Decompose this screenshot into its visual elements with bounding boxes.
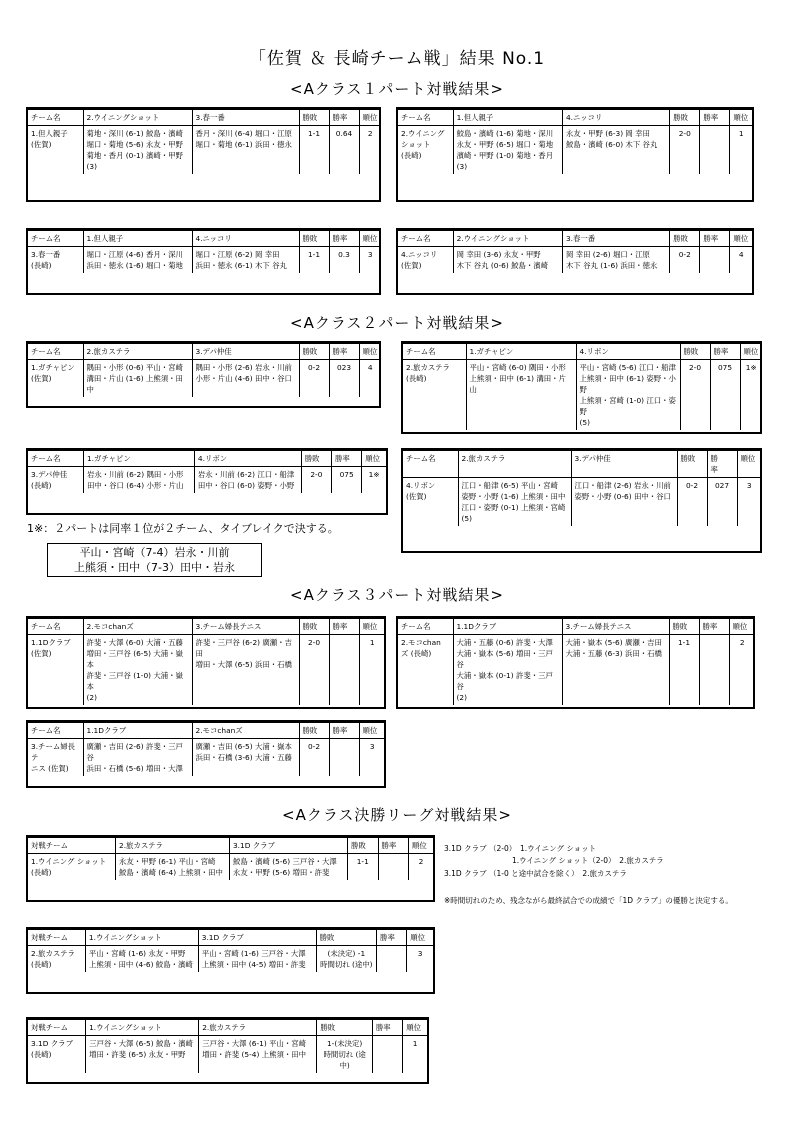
rank-cell: 1: [403, 1036, 427, 1074]
win-rate-cell: [700, 126, 730, 175]
header-row: [403, 344, 762, 360]
results-table-part3-team1: [26, 616, 386, 709]
win-loss-header: 勝敗: [299, 231, 329, 247]
win-loss-header: 勝敗: [299, 110, 329, 126]
section-title-part3: <Aクラス３パート対戦結果>: [290, 586, 504, 604]
table-row: [28, 247, 381, 274]
match-result-cell: 香月・深川 (6-4) 堀口・江原 堀口・菊地 (6-1) 浜田・徳永: [192, 126, 299, 175]
opponent-2-header: 3.1D クラブ: [198, 930, 316, 946]
team-name-cell: 1.ガチャピン (佐賀): [28, 360, 83, 398]
section-title-final: <Aクラス決勝リーグ対戦結果>: [282, 806, 512, 824]
team-name-header: 対戦チーム: [28, 838, 116, 854]
rank-cell: 3: [737, 478, 761, 527]
header-row: [28, 231, 381, 247]
win-loss-cell: 1-(未決定) 時間切れ (途中): [317, 1036, 373, 1074]
win-rate-cell: 027: [707, 478, 737, 527]
header-row: [403, 451, 761, 478]
win-loss-cell: 1-1: [348, 854, 379, 881]
team-name-header: チーム名: [28, 451, 83, 467]
opponent-1-header: 1.ウイニングショット: [86, 1020, 199, 1036]
win-rate-cell: [329, 635, 359, 706]
match-result-cell: 永友・甲野 (6-1) 平山・宮崎 鮫島・濱崎 (6-4) 上熊須・田中: [116, 854, 230, 881]
win-rate-cell: 075: [710, 360, 740, 431]
header-row: [28, 619, 385, 635]
team-name-cell: 3.春一番 (長崎): [28, 247, 83, 274]
team-name-header: チーム名: [28, 231, 83, 247]
win-rate-header: 勝率: [710, 344, 740, 360]
team-name-header: チーム名: [28, 619, 83, 635]
rank-cell: 1※: [362, 467, 386, 494]
win-rate-cell: [699, 635, 729, 706]
results-table-final-team2: [26, 927, 435, 994]
header-row: [28, 451, 386, 467]
team-name-header: チーム名: [398, 231, 453, 247]
opponent-2-header: 4.ニッコリ: [562, 110, 669, 126]
match-result-cell: 菊地・深川 (6-1) 鮫島・濱崎 堀口・菊地 (5-6) 永友・甲野 菊地・香月 (0-1) 濱崎・甲野 (3): [83, 126, 192, 175]
win-rate-header: 勝率: [329, 231, 359, 247]
match-result-cell: 岩永・川前 (6-2) 隅田・小形 田中・谷口 (6-4) 小形・片山: [83, 467, 194, 494]
win-loss-cell: 2-0: [680, 360, 710, 431]
team-name-cell: 2.ウイニング ショット (長崎): [398, 126, 453, 175]
results-table: [28, 1019, 427, 1073]
win-loss-header: 勝敗: [670, 231, 700, 247]
opponent-1-header: 1.ガチャピン: [466, 344, 576, 360]
results-table-part2-team3: [26, 448, 388, 515]
rank-header: 順位: [359, 723, 385, 739]
final-side-line: 3.1D クラブ （2-0） 1.ウイニング ショット: [444, 844, 597, 853]
team-name-header: チーム名: [403, 451, 458, 478]
results-table-part2-team1: [26, 341, 381, 408]
header-row: [28, 344, 381, 360]
team-name-header: チーム名: [28, 110, 83, 126]
document-title: 「佐賀 ＆ 長崎チーム戦」結果 No.1: [248, 49, 546, 69]
win-rate-header: 勝 率: [707, 451, 737, 478]
opponent-1-header: 1.ウイニングショット: [85, 930, 198, 946]
rank-cell: 3: [359, 739, 385, 777]
win-loss-cell: 1-1: [299, 247, 329, 274]
team-name-cell: 1.1Dクラブ (佐賀): [28, 635, 83, 706]
win-loss-header: 勝敗: [301, 451, 331, 467]
opponent-1-header: 2.旅カステラ: [83, 344, 192, 360]
win-rate-cell: [378, 854, 409, 881]
win-loss-header: 勝敗: [677, 451, 707, 478]
win-loss-cell: (未決定) -1 時間切れ (途中): [316, 946, 376, 973]
opponent-2-header: 4.ニッコリ: [192, 231, 299, 247]
rank-header: 順位: [359, 619, 385, 635]
results-table: [403, 450, 761, 526]
results-table-part1-team1: [26, 107, 381, 202]
results-table: [28, 929, 433, 972]
win-rate-cell: 023: [329, 360, 359, 398]
team-name-cell: 2.旅カステラ (長崎): [28, 946, 85, 973]
results-table-part3-team3: [26, 720, 386, 788]
match-result-cell: 平山・宮崎 (6-0) 隅田・小形 上熊須・田中 (6-1) 溝田・片山: [466, 360, 576, 431]
table-row: [403, 360, 762, 431]
match-result-cell: 許斐・大澤 (6-0) 大浦・五藤 増田・三戸谷 (6-5) 大浦・嶽本 許斐・三戸谷 (1-0) 大浦・嶽本 (2): [83, 635, 192, 706]
match-result-cell: 許斐・三戸谷 (6-2) 廣瀬・吉田 増田・大澤 (6-5) 浜田・石橋: [192, 635, 299, 706]
rank-header: 順位: [729, 619, 755, 635]
rank-cell: 1※: [740, 360, 762, 431]
match-result-cell: 三戸谷・大澤 (6-1) 平山・宮崎 増田・許斐 (5-4) 上熊須・田中: [199, 1036, 317, 1074]
table-row: [28, 1036, 427, 1074]
results-table: [28, 837, 433, 880]
match-result-cell: 江口・船津 (6-5) 平山・宮崎 姿野・小野 (1-6) 上熊須・田中 江口・姿野 (0-1) 上熊須・宮崎 (5): [458, 478, 571, 527]
table-row: [28, 126, 381, 175]
rank-header: 順位: [403, 1020, 427, 1036]
win-loss-cell: 0-2: [299, 360, 329, 398]
match-result-cell: 鮫島・濱崎 (5-6) 三戸谷・大澤 永友・甲野 (5-6) 増田・許斐: [229, 854, 347, 881]
win-loss-header: 勝敗: [299, 344, 329, 360]
rank-cell: 4: [730, 247, 752, 274]
win-rate-cell: [700, 247, 730, 274]
win-rate-header: 勝率: [700, 231, 730, 247]
header-row: [398, 619, 755, 635]
team-name-cell: 4.ニッコリ (佐賀): [398, 247, 453, 274]
win-rate-header: 勝率: [329, 344, 359, 360]
results-table: [398, 618, 755, 705]
rank-cell: 1: [730, 126, 752, 175]
table-row: [398, 635, 755, 706]
win-rate-cell: [372, 1036, 402, 1074]
opponent-1-header: 2.モコchanズ: [83, 619, 192, 635]
match-result-cell: 鮫島・濱崎 (1-6) 菊地・深川 永友・甲野 (6-5) 堀口・菊地 濱崎・甲野 (1-0) 菊地・香月 (3): [453, 126, 562, 175]
rank-cell: 2: [729, 635, 755, 706]
win-rate-header: 勝率: [377, 930, 407, 946]
results-table-final-team3: [26, 1017, 429, 1084]
team-name-header: チーム名: [398, 619, 453, 635]
opponent-1-header: 1.ガチャピン: [83, 451, 194, 467]
table-row: [403, 478, 761, 527]
win-rate-header: 勝率: [329, 723, 359, 739]
team-name-cell: 4.リボン (佐賀): [403, 478, 458, 527]
table-row: [28, 739, 385, 777]
win-rate-cell: [377, 946, 407, 973]
win-rate-header: 勝率: [329, 110, 359, 126]
match-result-cell: 岡 幸田 (3-6) 永友・甲野 木下 谷丸 (0-6) 鮫島・濱崎: [453, 247, 562, 274]
results-table: [28, 109, 381, 174]
team-name-cell: 1.ウイニング ショット (長崎): [28, 854, 116, 881]
team-name-header: チーム名: [28, 344, 83, 360]
table-row: [28, 946, 433, 973]
rank-cell: 2: [409, 854, 433, 881]
match-result-cell: 隅田・小形 (0-6) 平山・宮崎 溝田・片山 (1-6) 上熊須・田中: [83, 360, 192, 398]
header-row: [28, 1020, 427, 1036]
match-result-cell: 平山・宮崎 (1-6) 三戸谷・大澤 上熊須・田中 (4-5) 増田・許斐: [198, 946, 316, 973]
results-table: [28, 450, 386, 493]
opponent-1-header: 1.1Dクラブ: [83, 723, 192, 739]
win-rate-cell: 0.64: [329, 126, 359, 175]
win-rate-cell: [329, 739, 359, 777]
opponent-1-header: 2.旅カステラ: [116, 838, 230, 854]
match-result-cell: 平山・宮崎 (1-6) 永友・甲野 上熊須・田中 (4-6) 鮫島・濱崎: [85, 946, 198, 973]
tiebreak-line: 上熊須・田中（7-3）田中・岩永: [74, 561, 235, 574]
results-table: [28, 343, 381, 397]
win-loss-cell: 0-2: [670, 247, 700, 274]
section-title-part2: <Aクラス２パート対戦結果>: [290, 314, 504, 332]
results-table: [28, 618, 385, 705]
rank-header: 順位: [359, 344, 381, 360]
table-row: [398, 247, 752, 274]
opponent-1-header: 2.ウイニングショット: [453, 231, 562, 247]
team-name-cell: 1.但人親子 (佐賀): [28, 126, 83, 175]
header-row: [28, 110, 381, 126]
win-rate-header: 勝率: [332, 451, 362, 467]
opponent-2-header: 4.リボン: [576, 344, 680, 360]
opponent-2-header: 3.春一番: [192, 110, 299, 126]
match-result-cell: 堀口・江原 (4-6) 香月・深川 浜田・徳永 (1-6) 堀口・菊地: [83, 247, 192, 274]
win-loss-header: 勝敗: [669, 619, 699, 635]
rank-header: 順位: [409, 838, 433, 854]
match-result-cell: 隅田・小形 (2-6) 岩永・川前 小形・片山 (4-6) 田中・谷口: [192, 360, 299, 398]
header-row: [28, 723, 385, 739]
rank-header: 順位: [359, 110, 381, 126]
opponent-2-header: 3.デパ仲佳: [192, 344, 299, 360]
match-result-cell: 大浦・五藤 (0-6) 許斐・大澤 大浦・嶽本 (5-6) 増田・三戸谷 大浦・嶽本 (0-1) 許斐・三戸谷 (2): [453, 635, 562, 706]
final-side-line: 1.ウイニング ショット（2-0） 2.旅カステラ: [512, 856, 664, 865]
team-name-cell: 2.旅カステラ (長崎): [403, 360, 466, 431]
win-loss-cell: 2-0: [301, 467, 331, 494]
opponent-1-header: 1.但人親子: [453, 110, 562, 126]
rank-header: 順位: [407, 930, 433, 946]
results-table: [403, 343, 762, 430]
match-result-cell: 三戸谷・大澤 (6-5) 鮫島・濱崎 増田・許斐 (6-5) 永友・甲野: [86, 1036, 199, 1074]
win-loss-header: 勝敗: [670, 110, 700, 126]
win-loss-cell: 1-1: [299, 126, 329, 175]
team-name-header: チーム名: [28, 723, 83, 739]
final-decision-note: ※時間切れのため、残念ながら最終試合での成績で「1D クラブ」の優勝と決定する。: [444, 896, 733, 905]
results-table-final-team1: [26, 835, 435, 902]
win-loss-cell: 1-1: [669, 635, 699, 706]
team-name-header: 対戦チーム: [28, 930, 85, 946]
opponent-1-header: 1.1Dクラブ: [453, 619, 562, 635]
team-name-header: 対戦チーム: [28, 1020, 86, 1036]
win-loss-header: 勝敗: [299, 619, 329, 635]
rank-header: 順位: [737, 451, 761, 478]
win-rate-cell: 075: [332, 467, 362, 494]
win-rate-header: 勝率: [378, 838, 409, 854]
win-loss-header: 勝敗: [299, 723, 329, 739]
rank-header: 順位: [362, 451, 386, 467]
win-loss-header: 勝敗: [316, 930, 376, 946]
opponent-2-header: 2.モコchanズ: [192, 723, 299, 739]
final-side-line: 3.1D クラブ （1-0 と途中試合を除く） 2.旅カステラ: [444, 869, 627, 878]
match-result-cell: 廣瀬・吉田 (6-5) 大浦・嶽本 浜田・石橋 (3-6) 大浦・五藤: [192, 739, 299, 777]
results-table: [398, 230, 752, 273]
win-loss-header: 勝敗: [680, 344, 710, 360]
win-rate-cell: 0.3: [329, 247, 359, 274]
win-rate-header: 勝率: [329, 619, 359, 635]
tiebreak-note: 1※：２パートは同率１位が２チーム、タイブレイクで決する。: [27, 522, 339, 535]
win-loss-cell: 2-0: [299, 635, 329, 706]
rank-header: 順位: [730, 110, 752, 126]
team-name-header: チーム名: [398, 110, 453, 126]
header-row: [28, 930, 433, 946]
results-table: [28, 230, 381, 273]
match-result-cell: 廣瀬・吉田 (2-6) 許斐・三戸谷 浜田・石橋 (5-6) 増田・大澤: [83, 739, 192, 777]
tiebreak-line: 平山・宮崎（7-4）岩永・川前: [79, 546, 230, 559]
results-table: [28, 722, 385, 776]
rank-header: 順位: [730, 231, 752, 247]
tiebreak-box: [47, 543, 262, 577]
rank-cell: 4: [359, 360, 381, 398]
results-table-part1-team2: [396, 107, 754, 202]
opponent-2-header: 3.チーム婦長テニス: [562, 619, 669, 635]
header-row: [28, 838, 433, 854]
rank-cell: 2: [359, 126, 381, 175]
win-loss-cell: 0-2: [299, 739, 329, 777]
header-row: [398, 110, 752, 126]
match-result-cell: 岡 幸田 (2-6) 堀口・江原 木下 谷丸 (1-6) 浜田・徳永: [562, 247, 669, 274]
win-loss-cell: 0-2: [677, 478, 707, 527]
team-name-cell: 3.1D クラブ (長崎): [28, 1036, 86, 1074]
win-rate-header: 勝率: [700, 110, 730, 126]
win-loss-header: 勝敗: [348, 838, 379, 854]
table-row: [398, 126, 752, 175]
rank-cell: 3: [407, 946, 433, 973]
opponent-2-header: 3.チーム婦長テニス: [192, 619, 299, 635]
results-table-part2-team4: [401, 448, 762, 553]
opponent-2-header: 3.春一番: [562, 231, 669, 247]
match-result-cell: 大浦・嶽本 (5-6) 廣瀬・吉田 大浦・五藤 (6-3) 浜田・石橋: [562, 635, 669, 706]
results-table-part3-team2: [396, 616, 755, 709]
section-title-part1: <Aクラス１パート対戦結果>: [290, 80, 504, 98]
win-loss-cell: 2-0: [670, 126, 700, 175]
rank-header: 順位: [740, 344, 762, 360]
opponent-1-header: 2.ウイニングショット: [83, 110, 192, 126]
table-row: [28, 467, 386, 494]
results-table: [398, 109, 752, 174]
win-rate-header: 勝率: [372, 1020, 402, 1036]
team-name-cell: 3.デパ仲佳 (長崎): [28, 467, 83, 494]
opponent-2-header: 4.リボン: [194, 451, 301, 467]
opponent-2-header: 3.デパ仲佳: [571, 451, 677, 478]
rank-header: 順位: [359, 231, 381, 247]
table-row: [28, 360, 381, 398]
table-row: [28, 854, 433, 881]
results-table-part1-team3: [26, 228, 381, 295]
opponent-2-header: 3.1D クラブ: [229, 838, 347, 854]
team-name-header: チーム名: [403, 344, 466, 360]
rank-cell: 1: [359, 635, 385, 706]
team-name-cell: 3.チーム婦長テ ニス (佐賀): [28, 739, 83, 777]
match-result-cell: 平山・宮崎 (5-6) 江口・船津 上熊須・田中 (6-1) 姿野・小野 上熊須・宮崎 (1-0) 江口・姿野 (5): [576, 360, 680, 431]
results-table-part1-team4: [396, 228, 754, 295]
match-result-cell: 堀口・江原 (6-2) 岡 幸田 浜田・徳永 (6-1) 木下 谷丸: [192, 247, 299, 274]
win-rate-header: 勝率: [699, 619, 729, 635]
match-result-cell: 江口・船津 (2-6) 岩永・川前 姿野・小野 (0-6) 田中・谷口: [571, 478, 677, 527]
opponent-2-header: 2.旅カステラ: [199, 1020, 317, 1036]
results-table-part2-team2: [401, 341, 762, 434]
opponent-1-header: 1.但人親子: [83, 231, 192, 247]
table-row: [28, 635, 385, 706]
match-result-cell: 岩永・川前 (6-2) 江口・船津 田中・谷口 (6-0) 姿野・小野: [194, 467, 301, 494]
header-row: [398, 231, 752, 247]
team-name-cell: 2.モコchan ズ (長崎): [398, 635, 453, 706]
rank-cell: 3: [359, 247, 381, 274]
match-result-cell: 永友・甲野 (6-3) 岡 幸田 鮫島・濱崎 (6-0) 木下 谷丸: [562, 126, 669, 175]
opponent-1-header: 2.旅カステラ: [458, 451, 571, 478]
win-loss-header: 勝敗: [317, 1020, 373, 1036]
